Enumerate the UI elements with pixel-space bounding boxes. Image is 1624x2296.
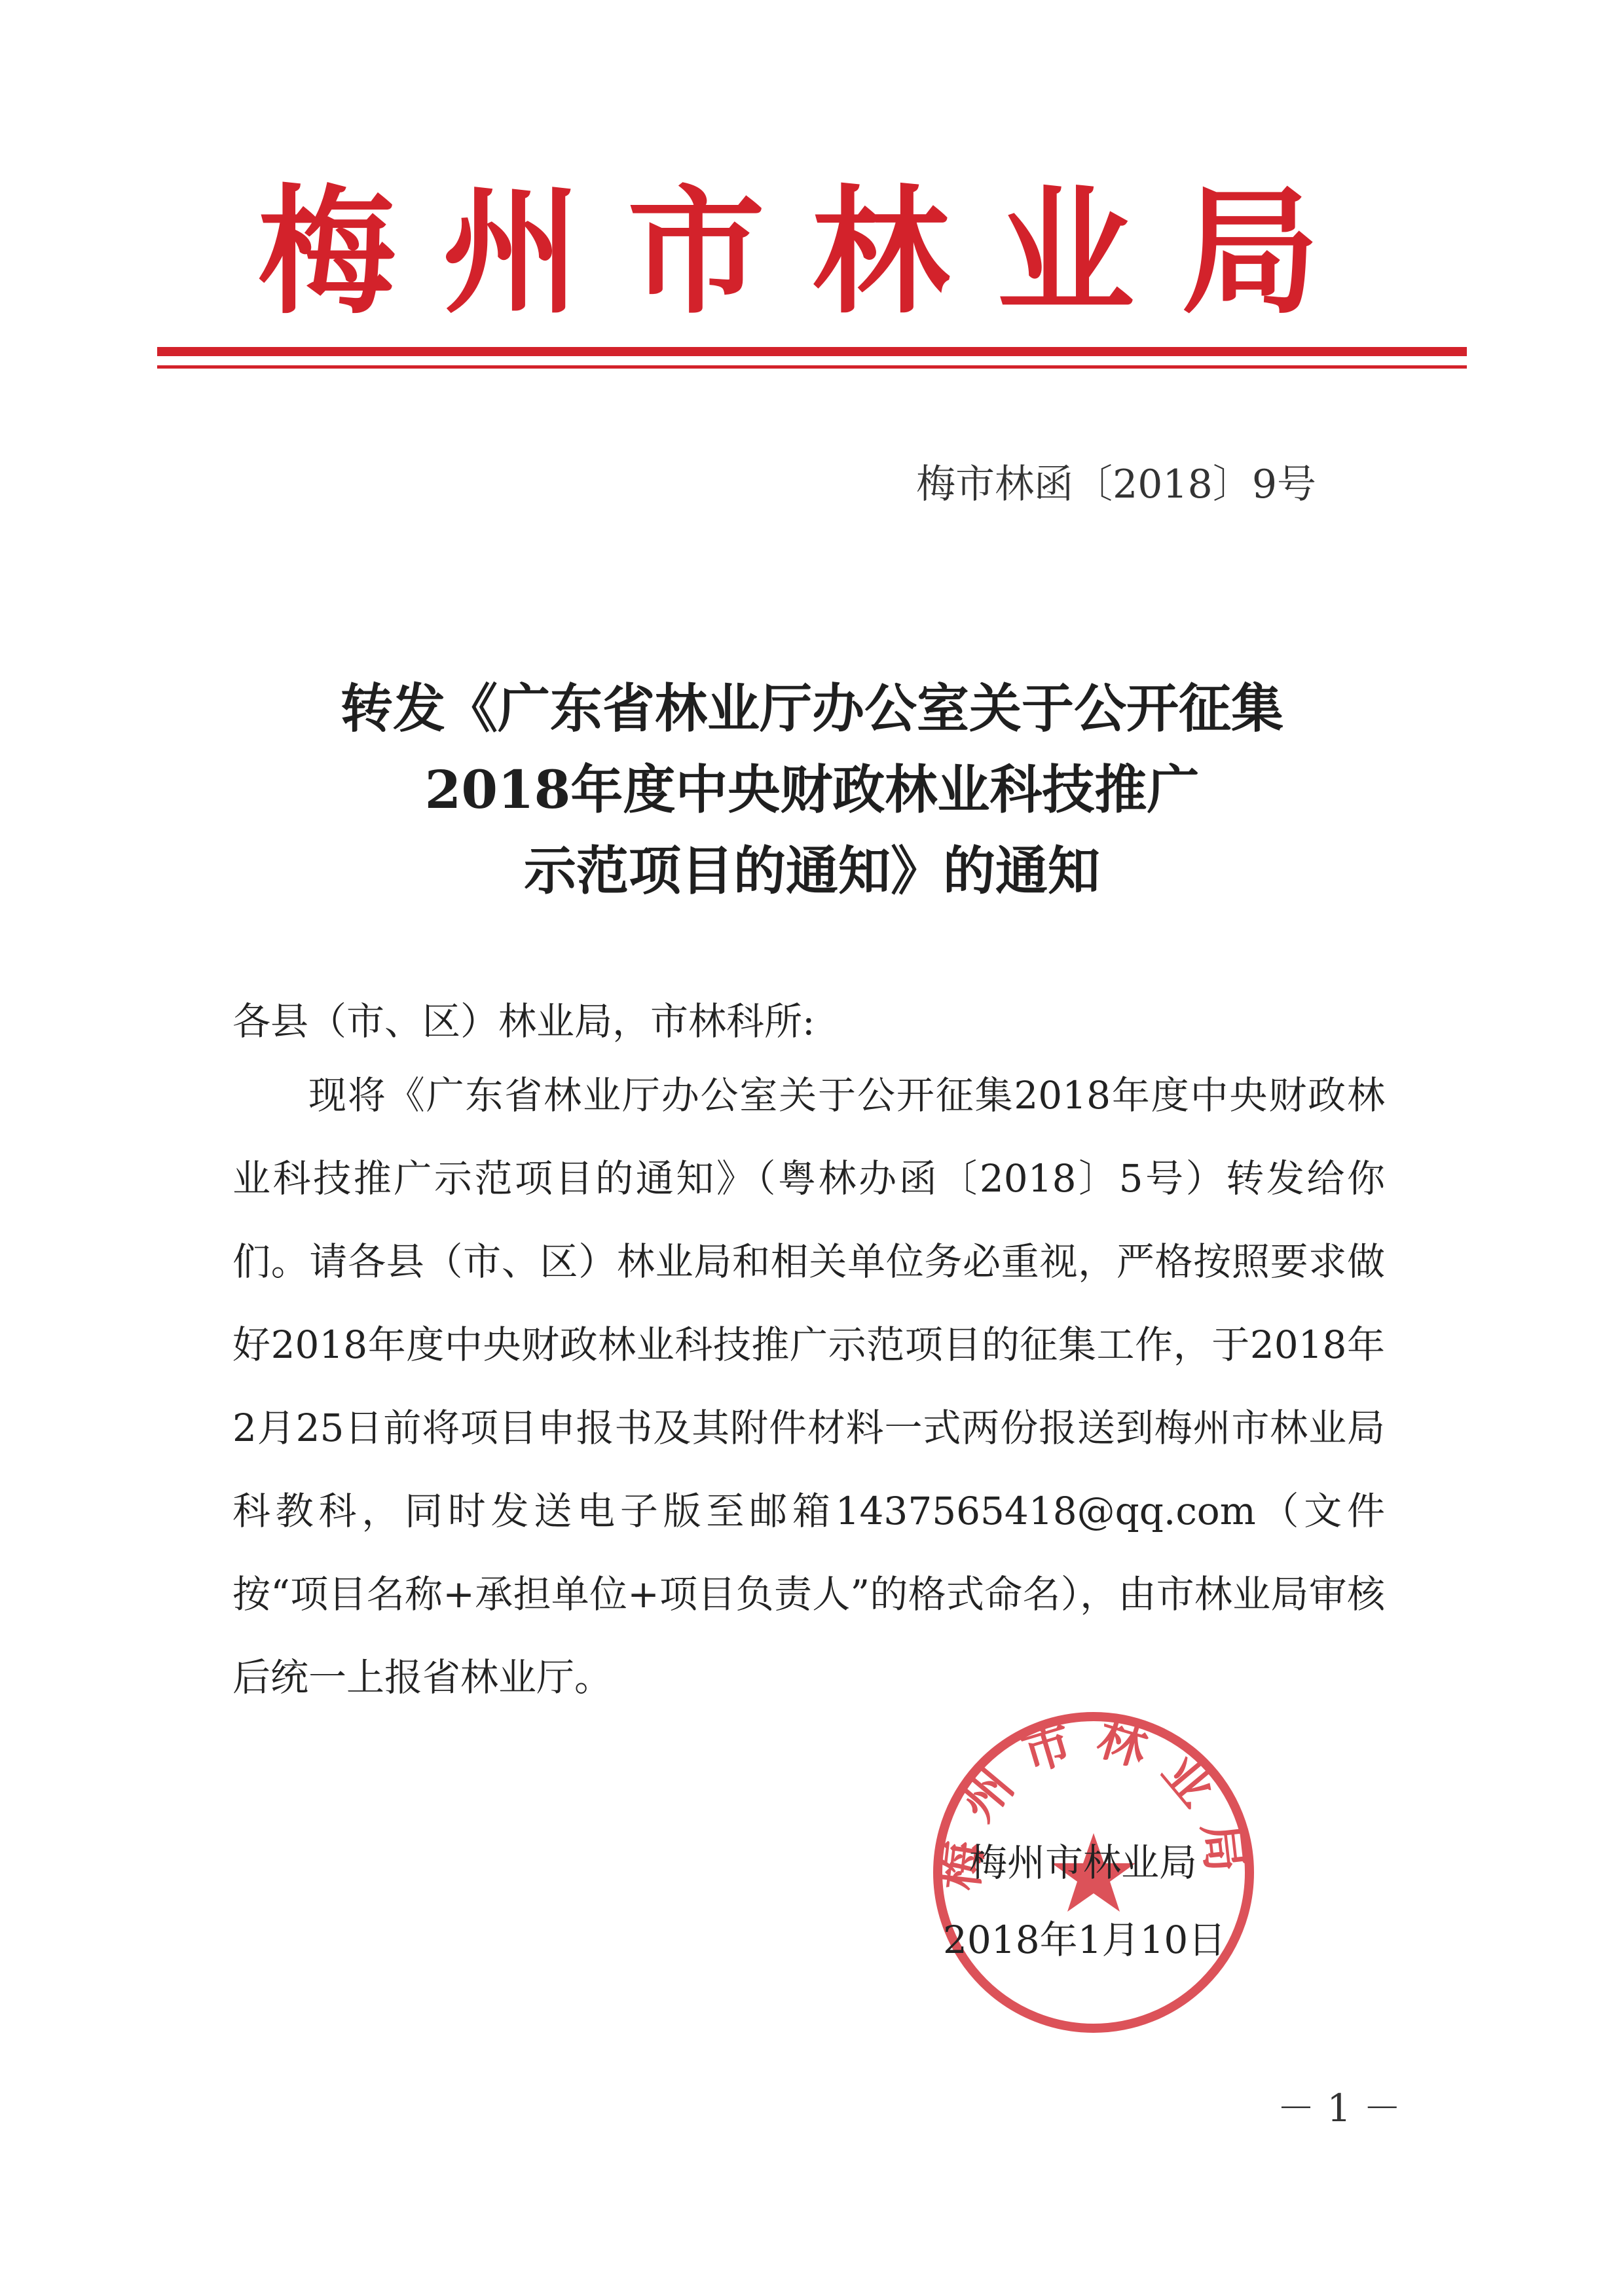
seal-arc-text: 梅州市林业局 — [931, 1709, 1256, 1893]
document-number: 梅市林函〔2018〕9号 — [916, 462, 1316, 507]
org-header-title: 梅州市林业局 — [257, 171, 1366, 333]
header-rule-thick — [157, 347, 1467, 356]
header-rule-thin — [157, 365, 1467, 369]
issue-date: 2018年1月10日 — [943, 1918, 1227, 1962]
issuer-name: 梅州市林业局 — [969, 1840, 1198, 1885]
page-number: － 1 － — [1277, 2086, 1401, 2130]
title-line-3: 示范项目的通知》的通知 — [524, 840, 1100, 902]
title-line-2: 2018年度中央财政林业科技推广 — [424, 759, 1200, 820]
document-title — [157, 668, 1467, 911]
body-paragraph: 现将《广东省林业厅办公室关于公开征集2018年度中央财政林业科技推广示范项目的通知》（粤林办函〔2018〕5号）转发给你们。请各县（市、区）林业局和相关单位务必重视，严格按照要求做好2018年度中央财政林业科技推广示范项目的征集工作，于2018年2月25日前将项目申报书及其附件材料一式两份报送到梅州市林业局科教科，同时发送电子版至邮箱1437565418@qq.com（文件按“项目名称+承担单位+项目负责人”的格式命名），由市林业局审核后统一上报省林业厅。 — [232, 1073, 1385, 1700]
salutation: 各县（市、区）林业局，市林科所: — [232, 999, 815, 1044]
title-line-1: 转发《广东省林业厅办公室关于公开征集 — [341, 678, 1283, 739]
